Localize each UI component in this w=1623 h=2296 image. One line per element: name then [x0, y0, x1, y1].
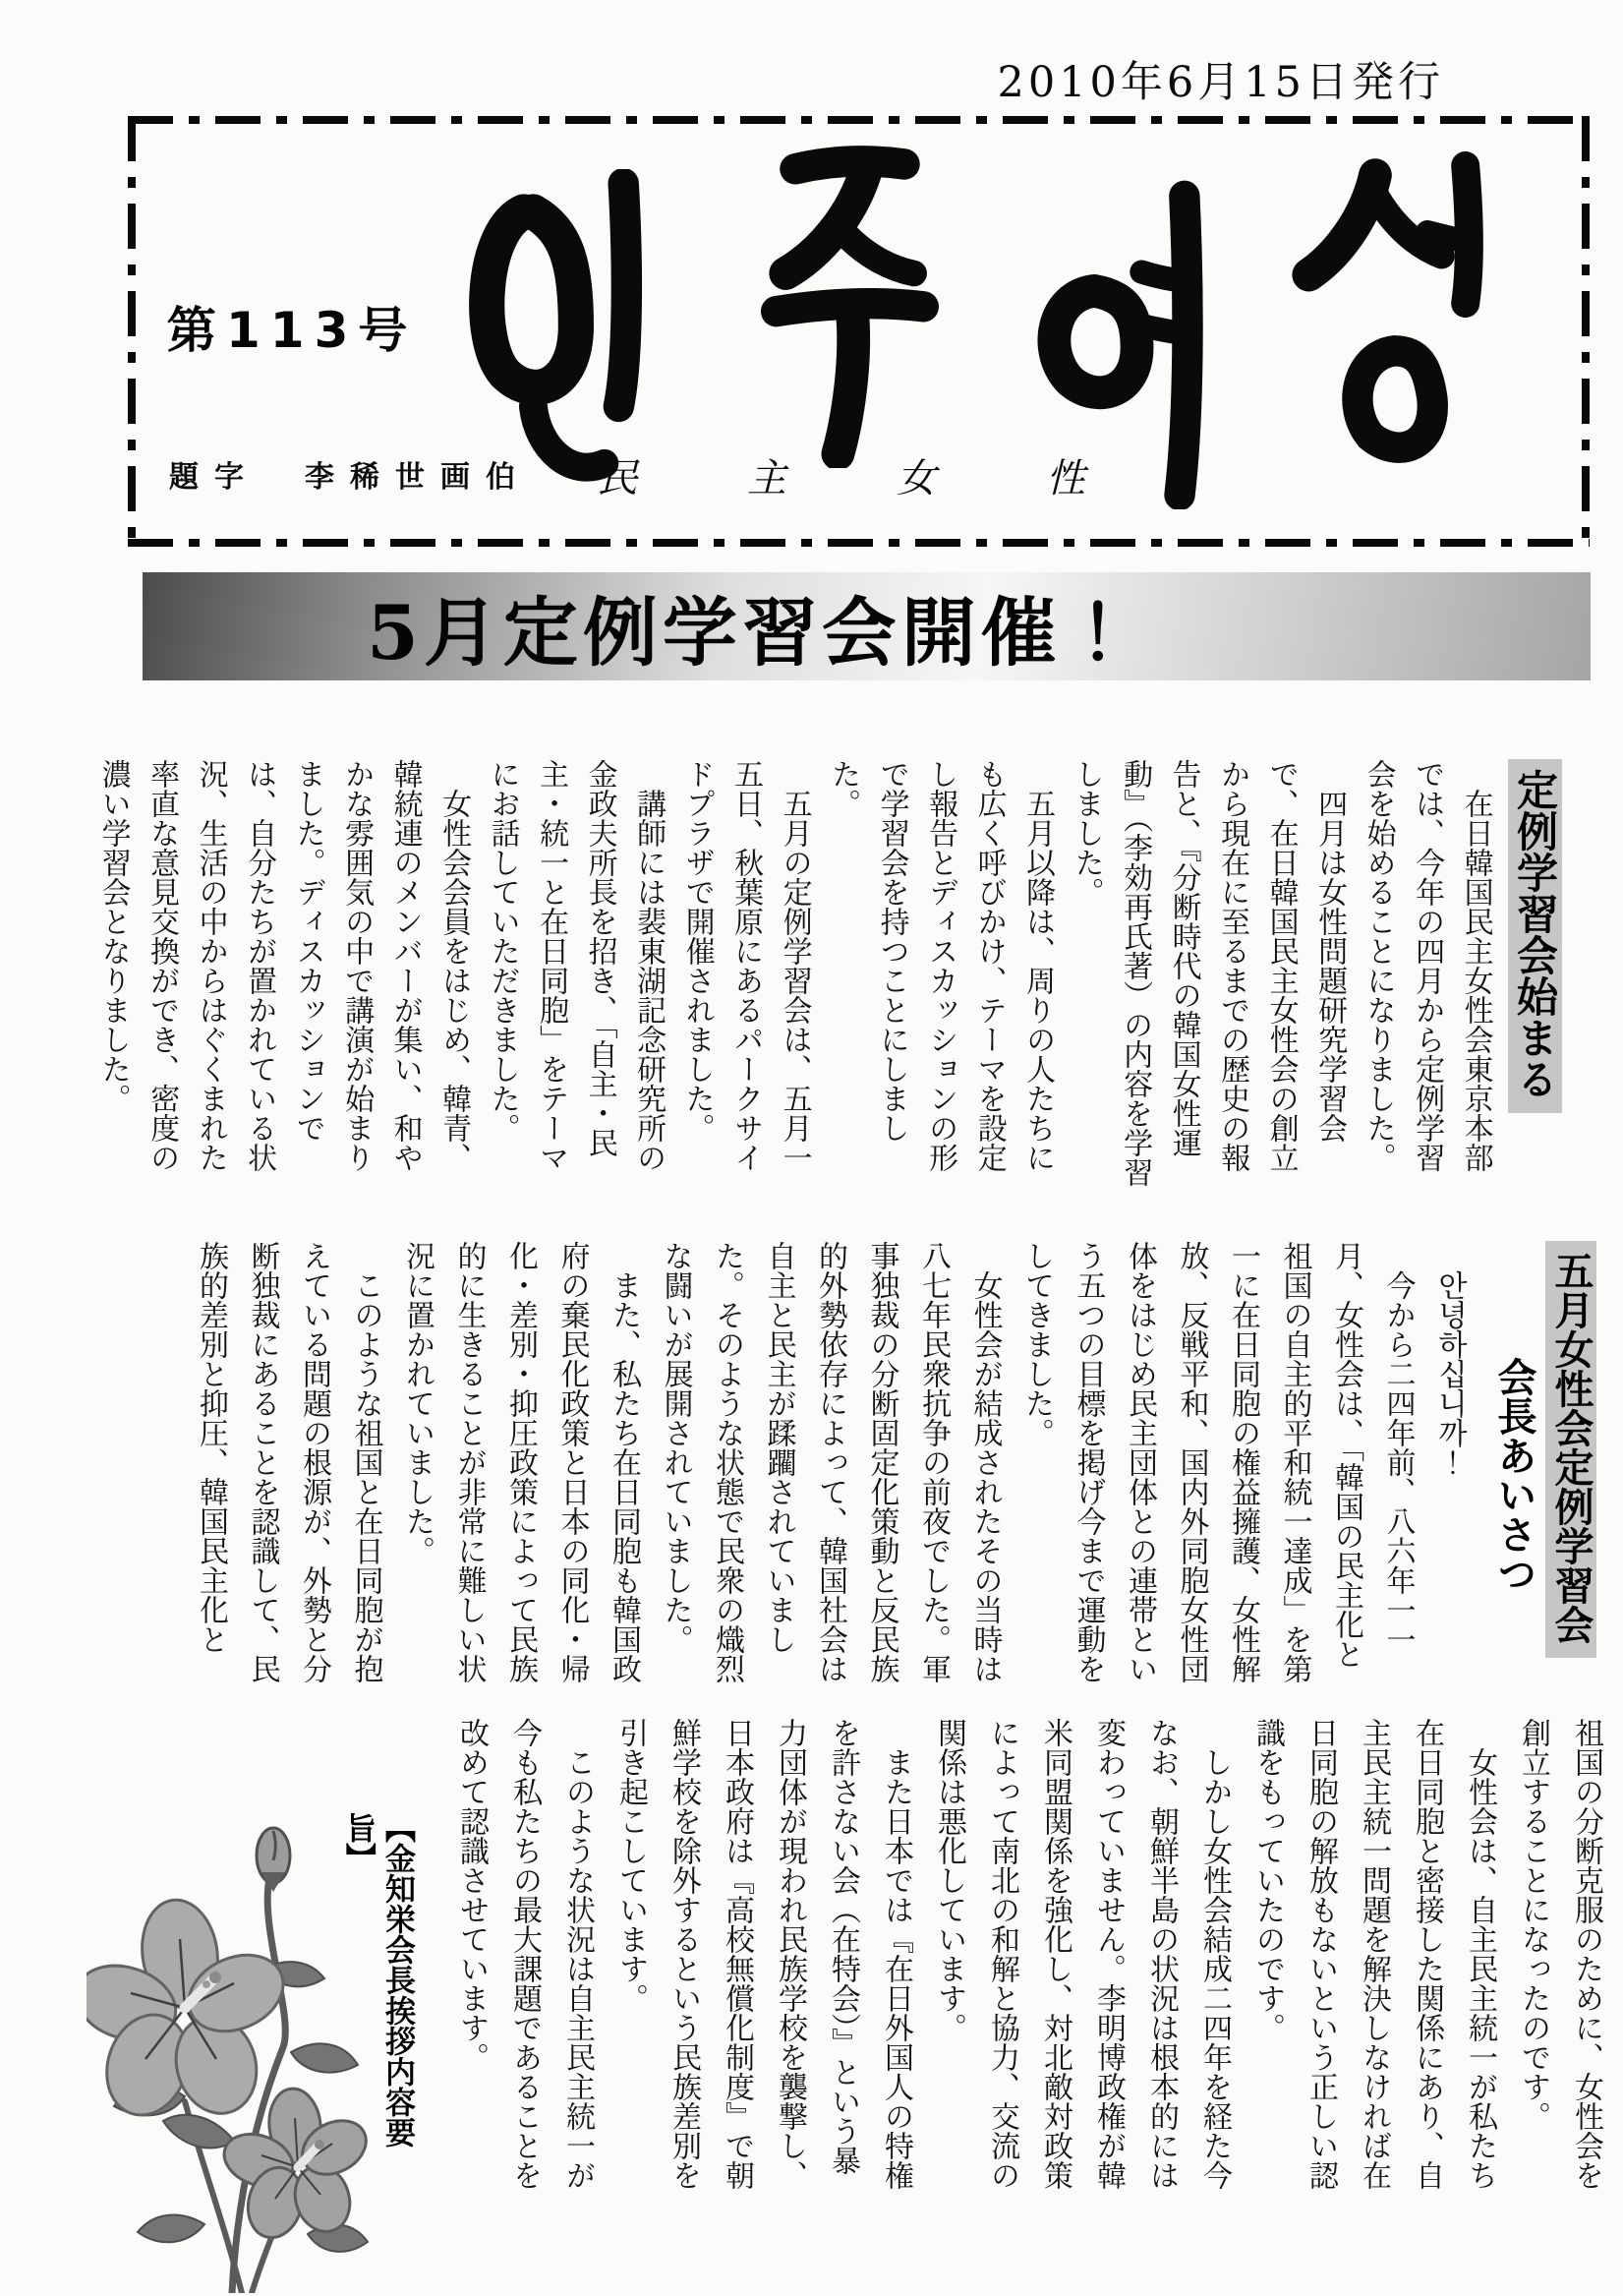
article-2-paragraph: また、私たち在日同胞も韓国政府の棄民化政策と日本の同化・帰化・差別・抑圧政策によって民族的に生きることが非常に難しい状況に置かれていました。: [400, 1241, 641, 1683]
issue-number: 第113号: [167, 302, 418, 359]
hangul-seong-glyph-icon: [1280, 151, 1494, 484]
article-2-paragraph: また日本では『在日外国人の特権を許さない会（在特会）』という暴力団体が現われ民族学校を襲撃し、日本政府は『高校無償化制度』で朝鮮学校を除外するという民族差別を引き起こしています。: [613, 1718, 913, 2190]
dash-border-top: [128, 116, 1590, 124]
article-1-paragraph: 在日韓国民主女性会東京本部では、今年の四月から定例学習会を始めることになりました。: [1361, 759, 1493, 1172]
article-1-headline: 定例学習会始まる: [1510, 759, 1559, 1198]
hangul-ju-glyph-icon: [728, 136, 943, 468]
dash-border-right: [1582, 116, 1590, 547]
article-2-part-2: [246, 1718, 1612, 2190]
masthead-calligraphy-icon: [452, 142, 1494, 476]
article-2-paragraph: このような祖国と在日同胞が抱えている問題の根源が、外勢と分断独裁にあることを認識して、民族的差別と抑圧、韓国民主化と: [194, 1241, 383, 1683]
chairwoman-byline: 【金知栄会長挨拶内容要旨】: [339, 1812, 415, 2148]
article-2-paragraph: 女性会は、自主民主統一が私たち在日同胞と密接した関係にあり、自主民主統一問題を解決しなければ在日同胞の解放もないという正しい認識をもっていたのです。: [1250, 1718, 1497, 2190]
article-2-paragraph: このような状況は自主民主統一が今も私たちの最大課題であることを改めて認識させています。: [454, 1718, 595, 2190]
article-2-paragraph: 今から二四年前、八六年一一月、女性会は、「韓国の民主化と祖国の自主的平和統一達成」を第一に在日同胞の権益擁護、女性解放、反戦平和、国内外同胞女性団体をはじめ民主団体との連帯という五つの目標を掲げ今まで運動をしてきました。: [1019, 1241, 1416, 1683]
article-2-continuation: 祖国の分断克服のために、女性会を創立することになったのです。: [1516, 1718, 1603, 2190]
article-1: [95, 759, 1577, 1198]
publication-date: 2010年6月15日発行: [997, 58, 1444, 107]
article-2-paragraph: しかし女性会結成二四年を経た今なお、朝鮮半島の状況は根本的には変わっていません。李明博政権が韓米同盟関係を強化し、対北敵対政策によって南北の和解と協力、交流の関係は悪化しています。: [932, 1718, 1232, 2190]
masthead-kanji-caption: 民主女性: [598, 456, 1195, 501]
article-2-paragraph: 女性会が結成されたその当時は八七年民衆抗争の前夜でした。軍事独裁の分断固定化策動と反民族的外勢依存によって、韓国社会は自主と民主が蹂躙されていました。そのような状態で民衆の熾烈な闘いが展開されていました。: [658, 1241, 1003, 1683]
article-1-paragraph: 講師には裴東湖記念研究所の金政夫所長を招き、「自主・民主・統一と在日同胞」をテーマにお話していただきました。: [485, 759, 667, 1172]
calligrapher-credit: 題字 李稀世画伯: [169, 460, 531, 495]
masthead-box: [128, 116, 1590, 547]
article-1-paragraph: 五月以降は、周りの人たちにも広く呼びかけ、テーマを設定し報告とディスカッションの形で学習会を持つことにしました。: [826, 759, 1056, 1172]
dash-border-bottom: [128, 539, 1590, 547]
dash-border-left: [128, 116, 136, 547]
article-2-headline: 五月女性会定例学習会: [1547, 1241, 1594, 1683]
banner-title: 5月定例学習会開催！: [367, 588, 1140, 677]
article-1-paragraph: 四月は女性問題研究学習会で、在日韓国民主女性会の創立から現在に至るまでの歴史の報告と、『分断時代の韓国女性運動』（李効再氏著）の内容を学習しました。: [1069, 759, 1348, 1187]
article-2-subheadline: 会長あいさつ: [1491, 1357, 1536, 1593]
article-1-paragraph: 女性会会員をはじめ、韓青、韓統連のメンバーが集い、和やかな雰囲気の中で講演が始まりました。ディスカッションでは、自分たちが置かれている状況、生活の中からはぐくまれた率直な意見交換ができ、密度の濃い学習会となりました。: [95, 759, 472, 1172]
greeting-korean: 안녕하십니까！: [1432, 1270, 1467, 1477]
article-2-part-1: [110, 1241, 1612, 1683]
banner: [143, 572, 1591, 680]
article-1-paragraph: 五月の定例学習会は、五月一五日、秋葉原にあるパークサイドプラザで開催されました。: [679, 759, 812, 1172]
